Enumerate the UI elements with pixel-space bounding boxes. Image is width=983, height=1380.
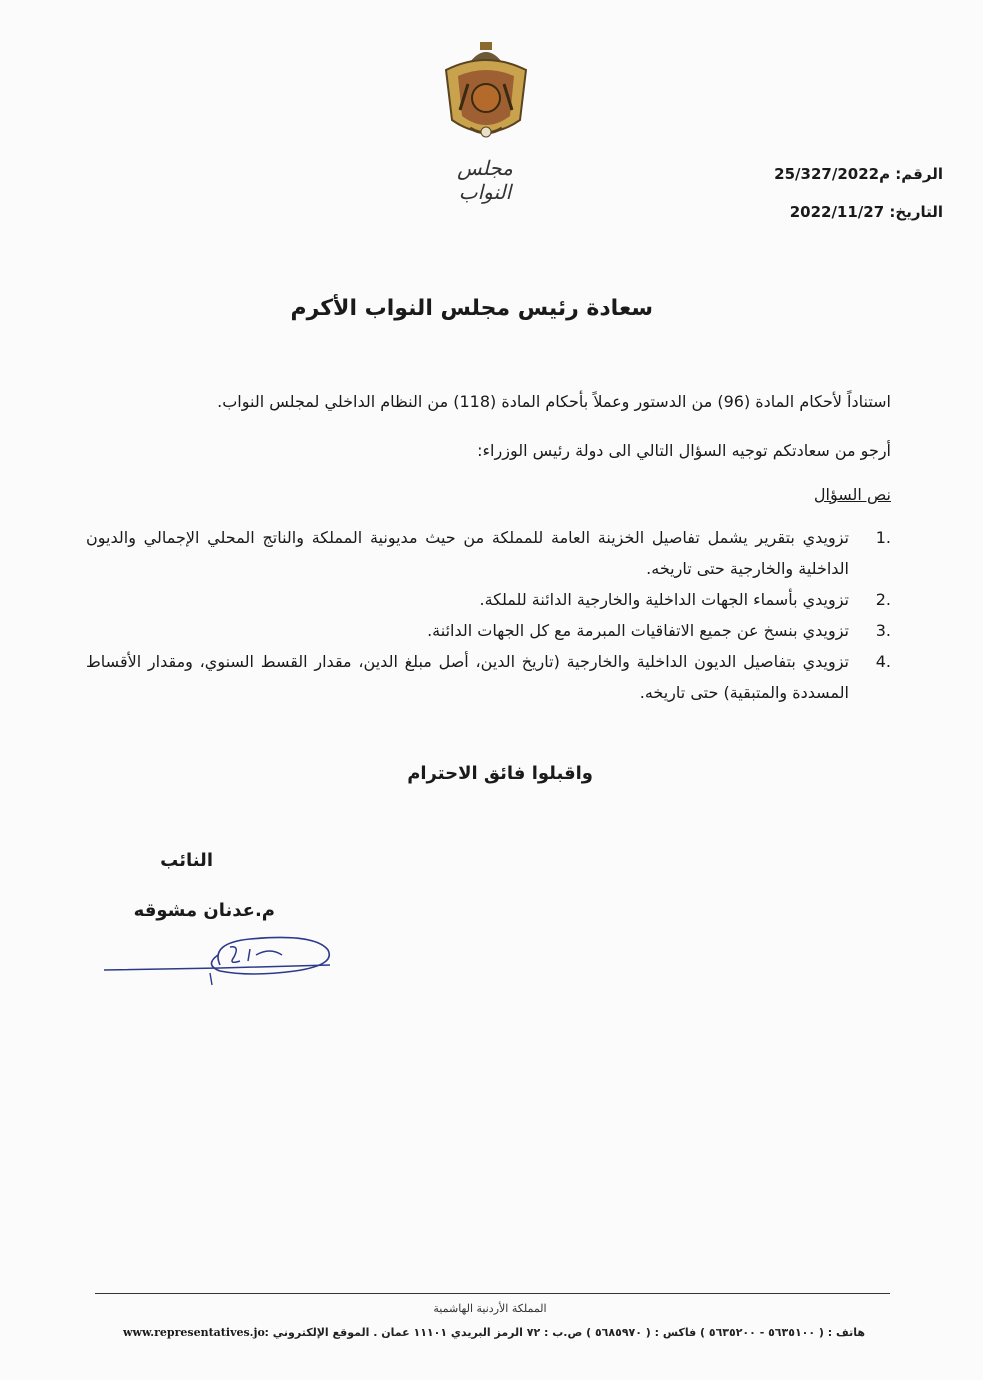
date-label: التاريخ: — [889, 203, 943, 221]
signatory-name: م.عدنان مشوقه — [133, 900, 275, 921]
reference-number: م25/327/2022 — [774, 165, 891, 183]
house-name-logotype: مجلس النواب — [457, 156, 513, 204]
footer-contact-details: هاتف : ( ٥٦٣٥١٠٠ - ٥٦٣٥٢٠٠ ) فاكس : ( ٥٦٨٥٩٧٠ ) ص.ب : ٧٢ الرمز البريدي ١١١٠١ عمان . الموقع الإلكتروني : — [264, 1326, 865, 1339]
date-value: 2022/11/27 — [789, 203, 885, 221]
question-list — [86, 522, 891, 708]
date-row — [723, 200, 943, 238]
item-text: تزويدي بتقرير يشمل تفاصيل الخزينة العامة للمملكة من حيث مديونية المملكة والناتج المحلي الإجمالي والديون الداخلية والخارجية حتى تاريخه. — [86, 528, 849, 578]
reference-row — [723, 162, 943, 200]
coat-of-arms-icon — [440, 40, 532, 148]
legal-basis-paragraph: استناداً لأحكام المادة (96) من الدستور وعملاً بأحكام المادة (118) من النظام الداخلي لمجلس النواب. — [217, 392, 891, 411]
closing-salutation: واقبلوا فائق الاحترام — [407, 763, 593, 784]
item-text: تزويدي بنسخ عن جميع الاتفاقيات المبرمة مع كل الجهات الدائنة. — [427, 621, 849, 640]
signatory-title: النائب — [160, 850, 213, 871]
item-text: تزويدي بتفاصيل الديون الداخلية والخارجية (تاريخ الدين، أصل مبلغ الدين، مقدار القسط السنوي، ومقدار الأقساط المسددة والمتبقية) حتى تاريخه. — [86, 652, 849, 702]
item-number: 2. — [875, 590, 891, 609]
request-paragraph: أرجو من سعادتكم توجيه السؤال التالي الى دولة رئيس الوزراء: — [477, 441, 891, 460]
list-item — [86, 584, 891, 615]
list-item — [86, 646, 891, 708]
reference-block — [723, 162, 943, 238]
addressee-heading: سعادة رئيس مجلس النواب الأكرم — [290, 296, 653, 321]
handwritten-signature — [100, 925, 340, 995]
item-text: تزويدي بأسماء الجهات الداخلية والخارجية الدائنة للملكة. — [479, 590, 849, 609]
list-item — [86, 615, 891, 646]
item-number: 4. — [875, 652, 891, 671]
footer-website: www.representatives.jo — [123, 1326, 265, 1339]
footer-kingdom-name: المملكة الأردنية الهاشمية — [433, 1302, 547, 1315]
list-item — [86, 522, 891, 584]
footer-divider — [95, 1293, 890, 1294]
reference-label: الرقم: — [895, 165, 943, 183]
item-number: 3. — [875, 621, 891, 640]
item-number: 1. — [875, 528, 891, 547]
question-heading: نص السؤال — [813, 485, 891, 504]
